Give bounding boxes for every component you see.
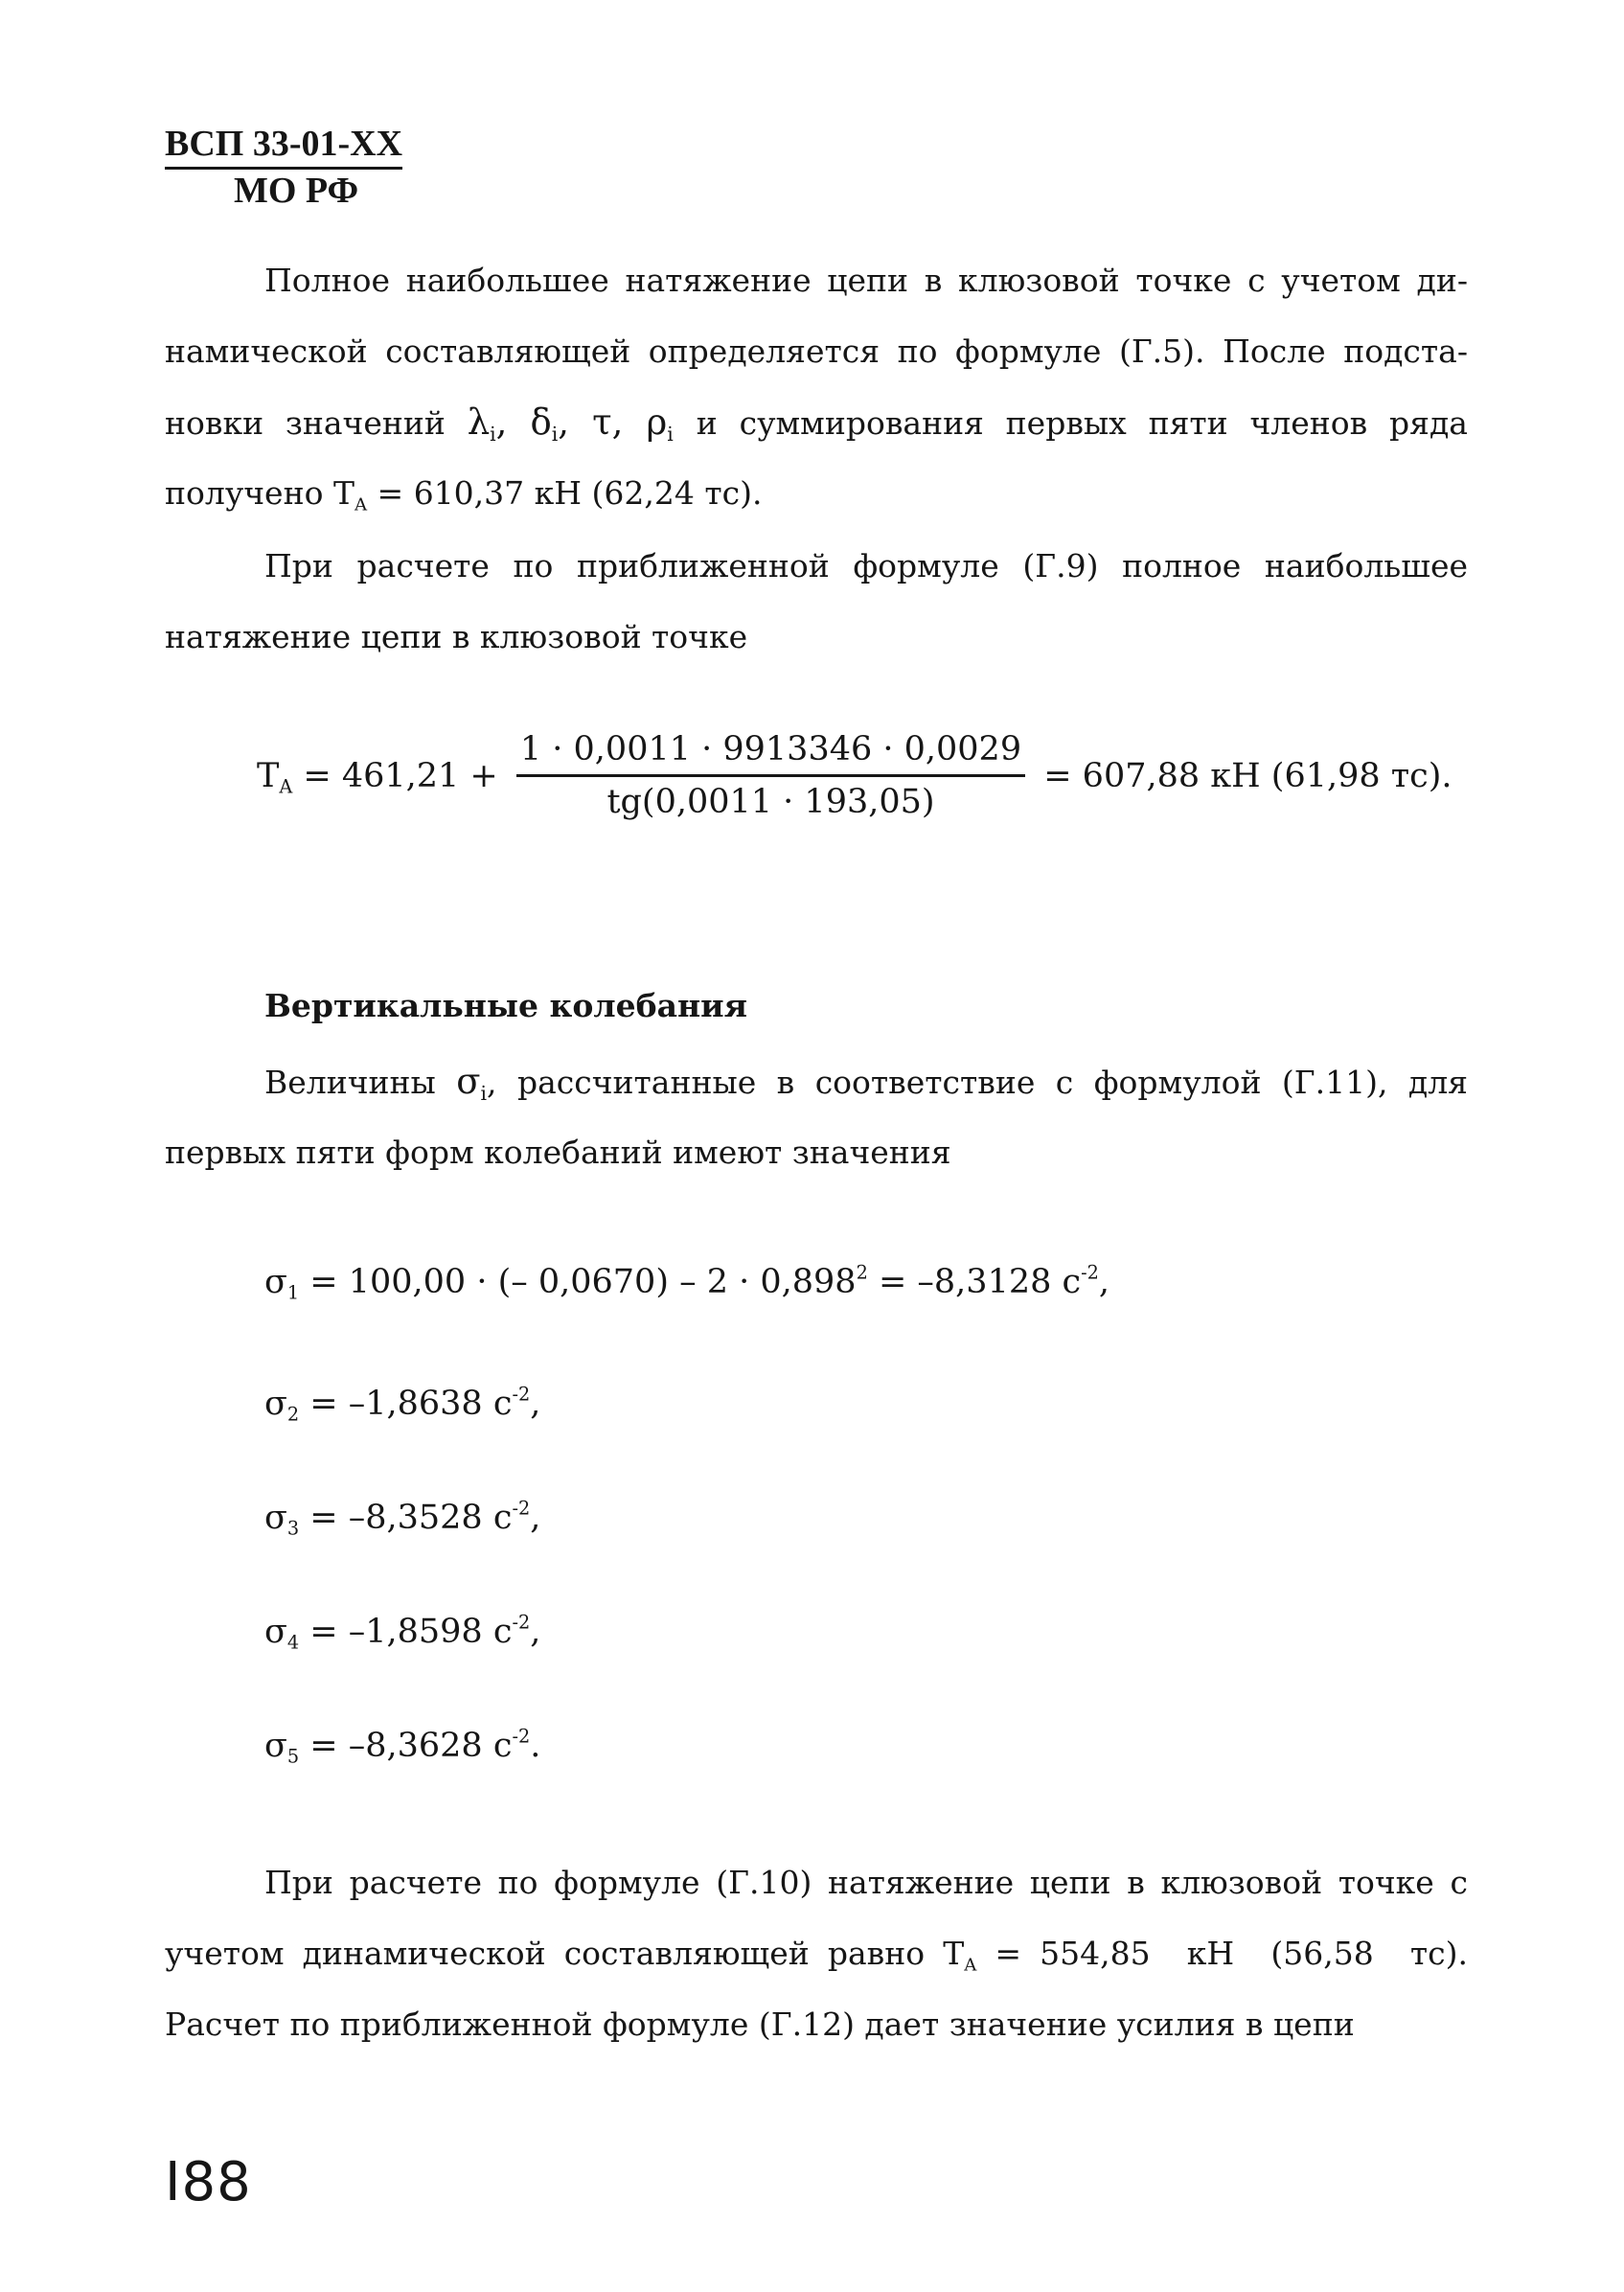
sigma-1-unit-power: -2 [1081,1261,1099,1284]
sigma-5-subscript: 5 [286,1745,300,1768]
paragraph-4-line-2 [165,1918,1468,1989]
paragraph-3-line-1-end: , рассчитанные в соответствие с формулой (Г.11), для [487,1064,1468,1101]
formula-result: = 607,88 кН (61,98 тс). [1033,756,1452,795]
sigma-3-value: = –8,3528 с [299,1499,513,1537]
paragraph-3-line-1-start: Величины [264,1064,457,1101]
sigma-equation-5: $\sigma_5 = -8,3628$ $с^{-2}$. [264,1725,541,1768]
fraction-denominator: tg(0,0011 · 193,05) [606,783,935,821]
paragraph-1-line-3-end: и суммирования первых пяти членов ряда [696,404,1468,442]
document-header [165,123,402,212]
lambda-symbol: λ [467,401,491,443]
paragraph-1-line-3-start: новки значений [165,404,446,442]
parameter-symbols: $\lambda_i$, $\delta_i$, τ, $\rho_i$ [467,401,674,447]
sigma-5-unit-power: -2 [512,1725,531,1748]
document-org: МО РФ [234,171,359,211]
paragraph-1-line-4 [165,458,1468,529]
sigma-1-punct: , [1098,1263,1110,1301]
tension-dynamic [943,1935,1468,1976]
sigma-2-punct: , [530,1385,541,1423]
formula-lhs-subscript: A [279,775,293,798]
fraction-numerator: 1 · 0,0011 · 9913346 · 0,0029 [516,730,1025,777]
sigma-5-punct: . [530,1727,541,1765]
sigma-4-unit-power: -2 [512,1611,531,1634]
sigma-1-value: = –8,3128 с [867,1263,1082,1301]
paragraph-1 [165,245,1468,529]
sigma-1-square: 2 [856,1261,868,1284]
paragraph-1-line-3 [165,387,1468,458]
sigma-equation-3: $\sigma_3 = -8,3528$ $с^{-2}$, [264,1497,541,1540]
sigma-4-value: = –1,8598 с [299,1613,513,1651]
sigma-i-letter: σ [456,1061,481,1102]
paragraph-3 [165,1046,1468,1188]
paragraph-3-line-2: первых пяти форм колебаний имеют значения [165,1134,951,1171]
section-heading: Вертикальные колебания [264,987,747,1024]
formula-fraction [516,730,1025,821]
paragraph-1-line-2: намической составляющей определяется по формуле (Г.5). После подста- [165,332,1468,370]
paragraph-2 [165,531,1468,673]
paragraph-4-line-2-start: учетом динамической составляющей равно [165,1935,926,1972]
paragraph-2-line-1: При расчете по приближенной формуле (Г.9) полное наибольшее [264,547,1468,584]
sigma-4-punct: , [530,1613,541,1651]
tension-value: = 610,37 кН (62,24 тс). [367,474,763,512]
formula-lhs [257,756,293,798]
sigma-i-symbol [456,1061,488,1106]
paragraph-2-line-2: натяжение цепи в клюзовой точке [165,618,748,655]
page-number: I88 [165,2151,252,2213]
formula-lhs-symbol: Т [257,756,280,795]
sigma-equation-4: $\sigma_4 = -1,8598$ $с^{-2}$, [264,1611,541,1654]
tension-dynamic-subscript: A [964,1955,977,1976]
sigma-equation-2: $\sigma_2 = -1,8638$ $с^{-2}$, [264,1383,541,1426]
formula-first-term: = 461,21 + [292,756,509,795]
paragraph-4-line-3: Расчет по приближенной формуле (Г.12) дает значение усилия в цепи [165,2006,1355,2043]
sigma-2-value: = –1,8638 с [299,1385,513,1423]
paragraph-3-line-1 [165,1046,1468,1117]
tension-symbol: получено Т [165,474,355,512]
paragraph-4 [165,1847,1468,2060]
sigma-5-value: = –8,3628 с [299,1727,513,1765]
sigma-2-unit-power: -2 [512,1383,531,1406]
sigma-i-subscript: i [480,1082,488,1106]
sigma-3-punct: , [530,1499,541,1537]
paragraph-4-line-1: При расчете по формуле (Г.10) натяжение цепи в клюзовой точке с [264,1864,1468,1901]
sigma-3-unit-power: -2 [512,1497,531,1520]
tension-subscript: A [354,494,368,516]
sigma-1-subscript: 1 [286,1281,300,1304]
document-code: ВСП 33-01-XX [165,123,402,170]
sigma-equation-1: $\sigma_1 = 100,00$ · (– $0,0670) - 2 \cdot 0,898^2 = -8,3128$ $с^{-2}$, [264,1261,1110,1304]
tension-dynamic-value: = 554,85 кН (56,58 тс). [976,1935,1468,1972]
sigma-1-expression: = 100,00 · (– 0,0670) – 2 · 0,898 [299,1263,857,1301]
sigma-4-subscript: 4 [286,1631,300,1654]
sigma-3-subscript: 3 [286,1517,300,1540]
tension-dynamic-symbol: Т [943,1935,965,1972]
paragraph-1-line-1: Полное наибольшее натяжение цепи в клюзовой точке с учетом ди- [264,262,1468,299]
formula-approximate-tension [257,730,1452,821]
sigma-2-subscript: 2 [286,1403,300,1426]
